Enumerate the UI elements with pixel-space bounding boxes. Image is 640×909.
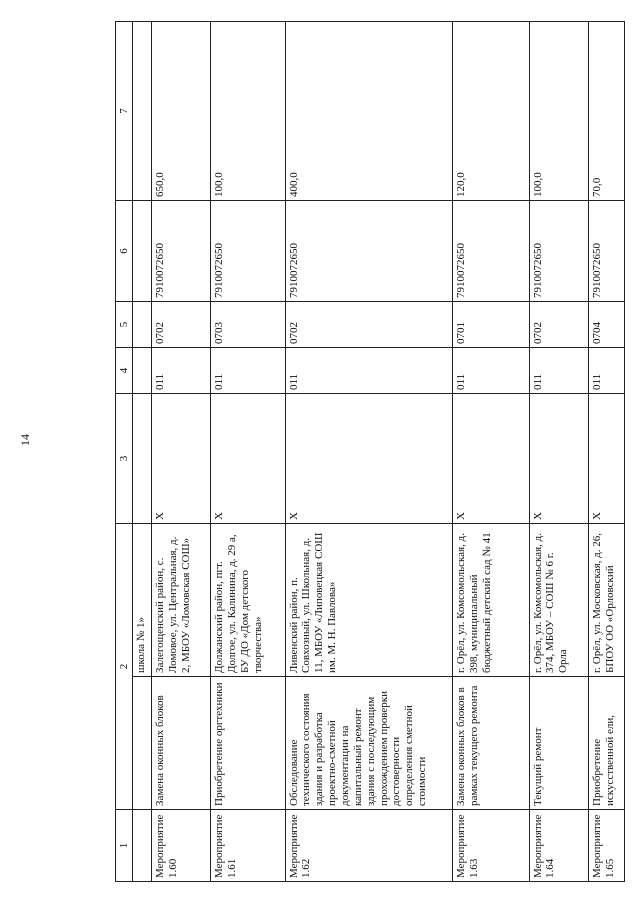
table-header-row [116,22,133,882]
table-row [453,22,529,882]
col7-cell: 120,0 [453,22,529,201]
address-cell: г. Орёл, ул. Московская, д. 26, БПОУ ОО «Орловский [588,524,624,677]
address-cell: Залегощенский район, с. Ломовое, ул. Центральная, д. 2, МБОУ «Ломовская СОШ» [151,524,210,677]
table-row [211,22,285,882]
table-row [588,22,624,882]
col4-cell: 011 [211,348,285,394]
table-row [529,22,588,882]
col6-cell: 7910072650 [588,201,624,302]
budget-table [115,21,625,882]
col5-cell: 0702 [285,302,453,348]
col3-cell: Х [211,394,285,524]
col7-cell: 100,0 [529,22,588,201]
col7-cell: 70,0 [588,22,624,201]
col6-cell: 7910072650 [211,201,285,302]
col3-cell: Х [588,394,624,524]
name-cell: Замена оконных блоков [151,677,210,810]
col6-cell: 7910072650 [453,201,529,302]
name-cell: Текущий ремонт [529,677,588,810]
table-row [151,22,210,882]
address-cell: Ливенский район, п. Совхозный, ул. Школьная, д. 11, МБОУ «Липовецкая СОШ им. М. Н. Павлова» [285,524,453,677]
table-row [285,22,453,882]
col3-cell: Х [453,394,529,524]
name-cell: Приобретение оргтехники [211,677,285,810]
header-cell: 6 [116,201,133,302]
col3-cell: Х [285,394,453,524]
name-cell: Приобретение искусственной ели, [588,677,624,810]
col5-cell: 0702 [151,302,210,348]
header-cell: 7 [116,22,133,201]
address-cell: Должанский район, пгт. Долгое, ул. Калинина, д. 29 а, БУ ДО «Дом детского творчества» [211,524,285,677]
col6-cell: 7910072650 [151,201,210,302]
event-cell: Мероприятие 1.63 [453,810,529,882]
header-cell: 1 [116,810,133,882]
address-cell: г. Орёл, ул. Комсомольская, д. 374, МБОУ – СОШ № 6 г. Орла [529,524,588,677]
col6-cell: 7910072650 [285,201,453,302]
event-cell: Мероприятие 1.65 [588,810,624,882]
header-cell: 2 [116,524,133,810]
col5-cell: 0701 [453,302,529,348]
continuation-row [132,22,151,882]
document-table-rotated [115,22,625,882]
event-cell: Мероприятие 1.64 [529,810,588,882]
header-cell: 5 [116,302,133,348]
col3-cell: Х [529,394,588,524]
name-cell: Обследование технического состояния здания и разработка проектно-сметной документации на капитальный ремонт здания с последующим прохождением проверки достоверности определения сметной стоимости [285,677,453,810]
header-cell: 4 [116,348,133,394]
col5-cell: 0703 [211,302,285,348]
event-cell: Мероприятие 1.60 [151,810,210,882]
col4-cell: 011 [453,348,529,394]
event-cell: Мероприятие 1.62 [285,810,453,882]
col7-cell: 100,0 [211,22,285,201]
col4-cell: 011 [285,348,453,394]
col7-cell: 400,0 [285,22,453,201]
address-cell: г. Орёл, ул. Комсомольская, д. 398, муниципальный бюджетный детский сад № 41 [453,524,529,677]
event-cell: Мероприятие 1.61 [211,810,285,882]
name-cell: Замена оконных блоков в рамках текущего ремонта [453,677,529,810]
col4-cell: 011 [588,348,624,394]
col6-cell: 7910072650 [529,201,588,302]
continuation-cell: школа № 1» [132,524,151,677]
col5-cell: 0704 [588,302,624,348]
page-number: 14 [18,434,32,446]
col7-cell: 650,0 [151,22,210,201]
col3-cell: Х [151,394,210,524]
col4-cell: 011 [529,348,588,394]
col4-cell: 011 [151,348,210,394]
header-cell: 3 [116,394,133,524]
col5-cell: 0702 [529,302,588,348]
